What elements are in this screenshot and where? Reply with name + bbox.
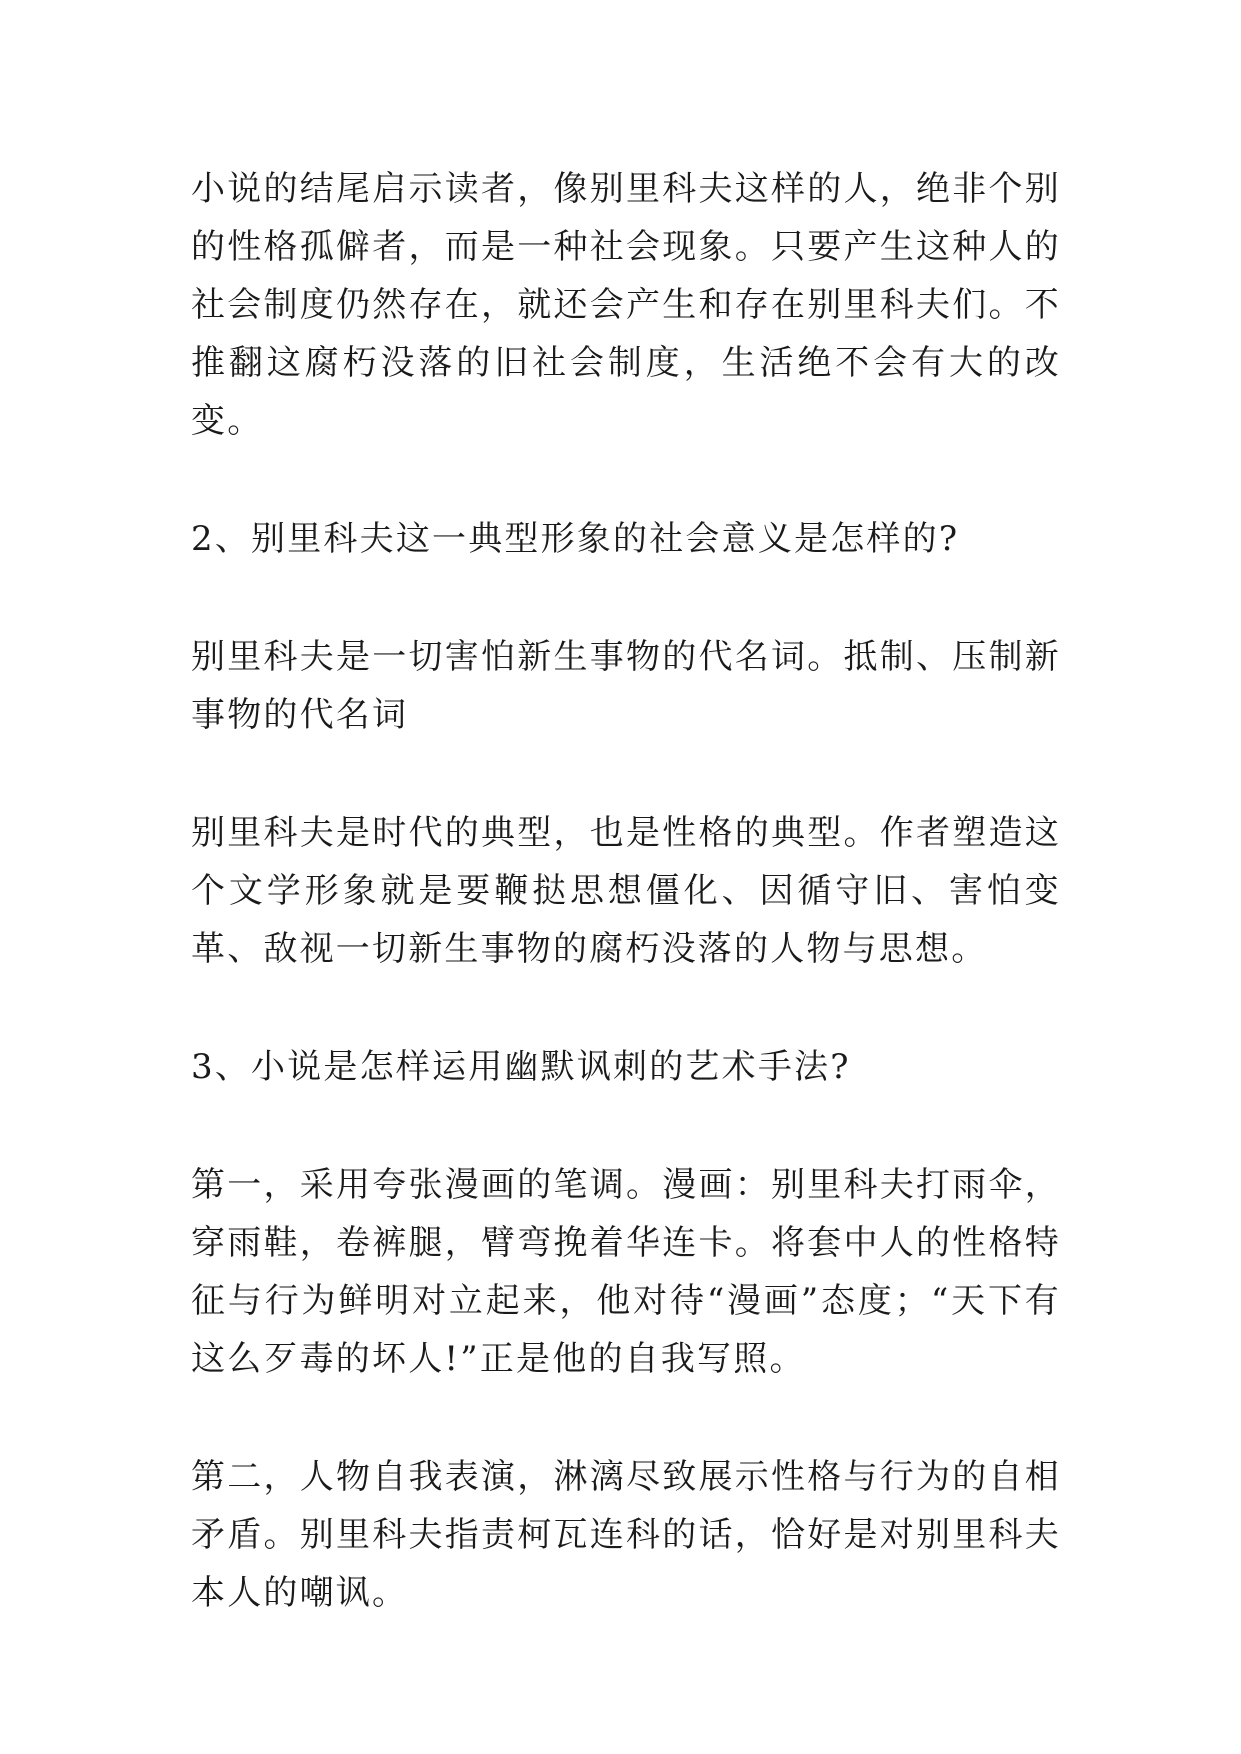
paragraph-symbol-meaning: 别里科夫是一切害怕新生事物的代名词。抵制、压制新事物的代名词 <box>191 637 1061 735</box>
paragraph-second-technique: 第二，人物自我表演，淋漓尽致展示性格与行为的自相矛盾。别里科夫指责柯瓦连科的话，恰好是对别里科夫本人的嘲讽。 <box>191 1457 1061 1613</box>
question-3-heading: 3、小说是怎样运用幽默讽刺的艺术手法? <box>191 1047 851 1087</box>
paragraph-typical-character: 别里科夫是时代的典型，也是性格的典型。作者塑造这个文学形象就是要鞭挞思想僵化、因循守旧、害怕变革、敌视一切新生事物的腐朽没落的人物与思想。 <box>191 813 1061 969</box>
question-2-heading: 2、别里科夫这一典型形象的社会意义是怎样的? <box>191 519 960 559</box>
paragraph-first-technique: 第一，采用夸张漫画的笔调。漫画：别里科夫打雨伞，穿雨鞋，卷裤腿，臂弯挽着华连卡。将套中人的性格特征与行为鲜明对立起来，他对待“漫画”态度；“天下有这么歹毒的坏人!”正是他的自我写照。 <box>191 1165 1061 1379</box>
document-body <box>191 160 1061 1682</box>
paragraph-ending-insight: 小说的结尾启示读者，像别里科夫这样的人，绝非个别的性格孤僻者，而是一种社会现象。只要产生这种人的社会制度仍然存在，就还会产生和存在别里科夫们。不推翻这腐朽没落的旧社会制度，生活绝不会有大的改变。 <box>191 169 1061 441</box>
